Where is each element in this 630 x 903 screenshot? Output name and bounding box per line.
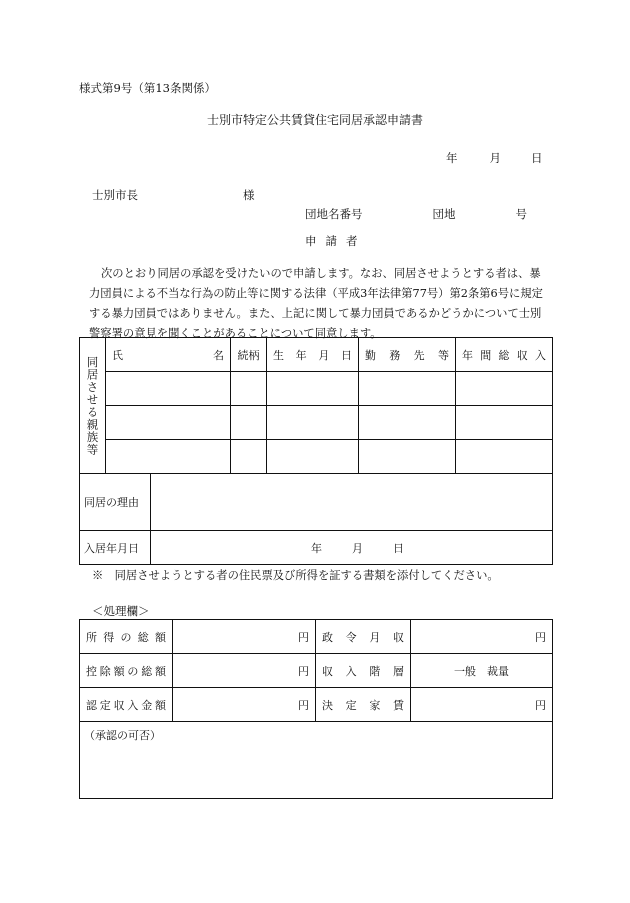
ordinance-income-label: 政 令 月 収 [316, 620, 411, 654]
table-row [80, 620, 553, 654]
reason-table [79, 473, 553, 565]
name-field[interactable] [106, 372, 231, 406]
total-deduction-field[interactable]: 円 [173, 654, 316, 688]
form-number: 様式第9号（第13条関係） [79, 81, 216, 95]
addressee: 士別市長 [92, 188, 138, 202]
workplace-field[interactable] [359, 440, 456, 474]
total-deduction-label: 控 除 額 の 総 額 [80, 654, 173, 688]
attachment-note: ※ 同居させようとする者の住民票及び所得を証する書類を添付してください。 [92, 569, 499, 582]
table-row [80, 406, 553, 440]
table-row [80, 654, 553, 688]
income-field[interactable] [456, 406, 553, 440]
table-row [80, 372, 553, 406]
birthdate-field[interactable] [267, 372, 359, 406]
family-table-header [80, 338, 553, 372]
date-year-label: 年 [446, 151, 458, 165]
gou-label: 号 [515, 207, 527, 221]
workplace-field[interactable] [359, 372, 456, 406]
date-day-label: 日 [531, 151, 543, 165]
workplace-field[interactable] [359, 406, 456, 440]
date-month-label: 月 [489, 151, 501, 165]
document-title: 士別市特定公共賃貸住宅同居承認申請書 [206, 113, 423, 127]
declaration-text: 次のとおり同居の承認を受けたいので申請します。なお、同居させようとする者は、暴力団員による不当な行為の防止等に関する法律（平成3年法律第77号）第2条第6号に規定する暴力団員ではありません。また、上記に関して暴力団員であるかどうかについて士別警察署の意見を聞くことがあることについて同意します。 [89, 267, 543, 340]
relation-field[interactable] [231, 440, 267, 474]
approval-field[interactable] [80, 722, 553, 799]
move-in-month-label: 月 [352, 541, 363, 555]
certified-income-label: 認 定 収 入 金 額 [80, 688, 173, 722]
table-row [80, 440, 553, 474]
reason-field[interactable] [151, 474, 553, 531]
family-side-label: 同居させる親族等 [80, 338, 106, 474]
move-in-date-field[interactable] [151, 531, 553, 565]
name-field[interactable] [106, 406, 231, 440]
ordinance-income-field[interactable]: 円 [411, 620, 553, 654]
name-field[interactable] [106, 440, 231, 474]
table-row [80, 722, 553, 799]
move-in-date-label: 入居年月日 [80, 531, 151, 565]
processing-table [79, 619, 553, 799]
workplace-header: 勤 務 先 等 [359, 338, 456, 372]
reason-label: 同居の理由 [80, 474, 151, 531]
application-date [446, 150, 543, 166]
annual-income-header: 年 間 総 収 入 [456, 338, 553, 372]
total-income-label: 所 得 の 総 額 [80, 620, 173, 654]
move-in-year-label: 年 [311, 541, 322, 555]
total-income-field[interactable]: 円 [173, 620, 316, 654]
relation-field[interactable] [231, 372, 267, 406]
family-table [79, 337, 553, 474]
income-field[interactable] [456, 440, 553, 474]
apartment-number-line [305, 206, 527, 222]
income-tier-field[interactable]: 一般 裁量 [411, 654, 553, 688]
apartment-label: 団地名番号 [305, 207, 363, 221]
certified-income-field[interactable]: 円 [173, 688, 316, 722]
relation-field[interactable] [231, 406, 267, 440]
move-in-day-label: 日 [393, 541, 404, 555]
honorific: 様 [243, 188, 255, 202]
birthdate-header: 生 年 月 日 [267, 338, 359, 372]
applicant-label: 申請者 [305, 234, 367, 248]
table-row [80, 688, 553, 722]
income-field[interactable] [456, 372, 553, 406]
income-tier-label: 収 入 階 層 [316, 654, 411, 688]
decided-rent-label: 決 定 家 賃 [316, 688, 411, 722]
birthdate-field[interactable] [267, 440, 359, 474]
name-header: 氏 名 [106, 338, 231, 372]
danchi-label: 団地 [432, 207, 456, 221]
relation-header: 続柄 [231, 338, 267, 372]
approval-label: （承認の可否） [84, 729, 161, 742]
birthdate-field[interactable] [267, 406, 359, 440]
decided-rent-field[interactable]: 円 [411, 688, 553, 722]
processing-section-title: ＜処理欄＞ [92, 604, 150, 618]
